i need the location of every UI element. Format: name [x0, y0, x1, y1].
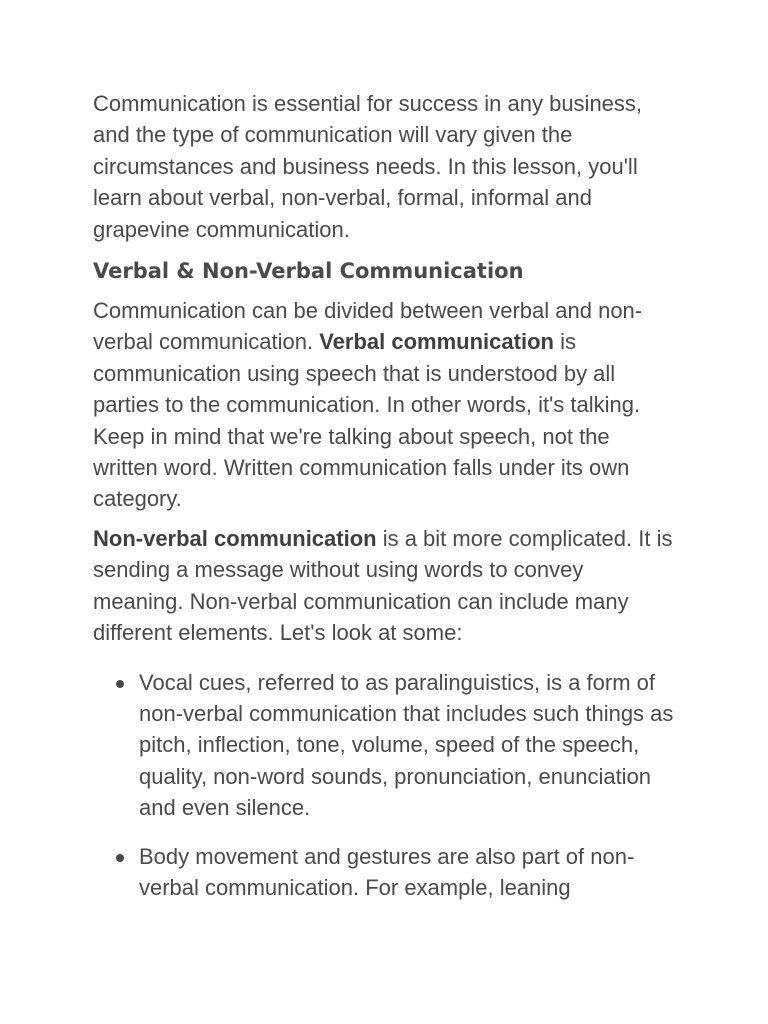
verbal-paragraph-lead: Communication can be divided between verbal and non-verbal communication.	[93, 298, 643, 355]
bullet-icon	[116, 854, 124, 862]
verbal-paragraph	[93, 295, 674, 515]
section-heading: Verbal & Non-Verbal Communication	[93, 259, 524, 284]
list-item	[139, 667, 674, 824]
bullet-icon	[116, 680, 124, 688]
non-verbal-paragraph-rest: is a bit more complicated. It is sending a message without using words to convey meaning. Non-verbal communication can include many different elements. Let's look at some:	[93, 525, 673, 646]
non-verbal-communication-term: Non-verbal communication	[93, 525, 377, 551]
non-verbal-paragraph	[93, 523, 674, 649]
list-item-text: Body movement and gestures are also part of non-verbal communication. For example, leaning	[139, 843, 635, 900]
list-item-text: Vocal cues, referred to as paralinguistics, is a form of non-verbal communication that includes such things as pitch, inflection, tone, volume, speed of the speech, quality, non-word sounds, pronunciation, enunciation and even silence.	[139, 669, 674, 821]
verbal-communication-term: Verbal communication	[319, 329, 554, 355]
verbal-paragraph-rest: is communication using speech that is understood by all parties to the communication. In other words, it's talking. Keep in mind that we're talking about speech, not the written word. Written communication falls under its own category.	[93, 329, 641, 512]
non-verbal-elements-list	[93, 667, 674, 904]
list-item	[139, 841, 674, 904]
intro-paragraph: Communication is essential for success in any business, and the type of communication will vary given the circumstances and business needs. In this lesson, you'll learn about verbal, non-verbal, formal, informal and grapevine communication.	[93, 91, 643, 242]
